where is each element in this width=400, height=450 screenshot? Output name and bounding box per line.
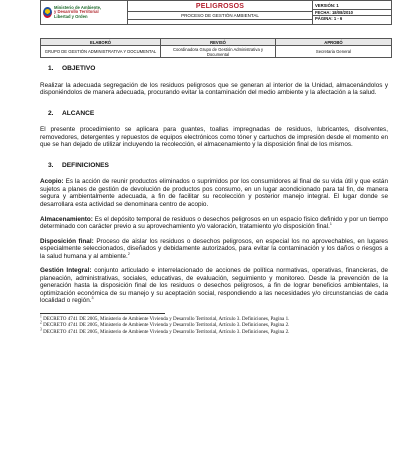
section-text-alcance: El presente procedimiento se aplicara para guantes, toallas impregnadas de residuos, lubricantes, disolventes, removedores, detergentes y repuestos de equipos electrónicos como tóner y cartuchos de impresión desde el momento en que se han dejado de utilizar incluyendo la recolección, el almacenamiento y la disposición final de los mismos.: [40, 126, 388, 149]
coat-of-arms-icon: [43, 7, 52, 18]
footnote-ref: 3: [91, 296, 94, 301]
version-label: VERSIÓN: 1: [313, 3, 391, 10]
logo-cell: [41, 1, 128, 25]
definition-term: Acopio:: [40, 178, 64, 186]
document-header: [40, 0, 392, 25]
definition-disposicion-final: [40, 238, 388, 261]
approval-header-reviso: REVISÓ: [161, 39, 276, 46]
footnote-divider: [40, 313, 165, 314]
document-meta: [313, 1, 392, 25]
footnote-ref: 1: [329, 222, 332, 226]
date-label: FECHA: 18/08/2010: [313, 10, 391, 17]
definition-text: Proceso de aislar los residuos o desechos peligrosos, en especial los no aprovechables, en lugares especialmente seleccionados, diseñados y debidamente autorizados, para evitar la contaminación y los daños o riesgos a la salud humana y al ambiente.: [40, 237, 389, 260]
section-text-objetivo: Realizar la adecuada segregación de los residuos peligrosos que se generan al interior de la Unidad, almacenándolos y disponiéndolos de manera adecuada, procurando evitar la contaminación del medio ambiente y la afectación a la salud.: [40, 81, 388, 97]
definition-term: Gestión Integral:: [40, 267, 92, 275]
definition-term: Almacenamiento:: [40, 215, 93, 223]
approval-value-aprobo: Secretaria General: [276, 46, 392, 58]
section-heading-definiciones: 3. DEFINICIONES: [48, 161, 109, 169]
approval-value-elaboro: GRUPO DE GESTIÓN ADMINISTRATIVA Y DOCUMENTAL: [41, 46, 161, 58]
ministry-logo: [43, 5, 125, 21]
section-heading-objetivo: 1. OBJETIVO: [48, 65, 96, 72]
footnote: $^1$ DECRETO 4741 DE 2005, Ministerio de Ambiente Vivienda y Desarrollo Territorial, Artículo 3. Definiciones, Pagina 1.: [40, 314, 290, 323]
logo-line-3: Libertad y Orden: [54, 13, 88, 19]
definition-text: Es el depósito temporal de residuos o desechos peligrosos en un espacio físico definido y por un tiempo determinado con carácter previo a su aprovechamiento y/o valoración, tratamiento y/o disposición final.: [40, 215, 388, 231]
page-label: PÁGINA: 1 - 6: [315, 16, 343, 22]
approval-table: [40, 38, 392, 58]
footnote-ref: 2: [127, 251, 130, 256]
approval-header-elaboro: ELABORÓ: [41, 39, 161, 46]
approval-value-reviso: Coordinadora Grupo de Gestión Administrativa y Documental: [161, 46, 276, 58]
definition-term: Disposición final:: [40, 237, 94, 245]
document-body: [40, 58, 388, 335]
approval-header-aprobo: APROBÓ: [276, 39, 392, 46]
definition-gestion-integral: [40, 267, 388, 305]
document-title: PELIGROSOS: [128, 1, 313, 12]
definition-almacenamiento: [40, 216, 388, 231]
footnote: $^2$ DECRETO 4741 DE 2005, Ministerio de Ambiente Vivienda y Desarrollo Territorial, Artículo 3. Definiciones, Pagina 2.: [40, 320, 290, 329]
section-heading-alcance: 2. ALCANCE: [48, 109, 95, 117]
definition-text: conjunto articulado e interrelacionado de acciones de política normativas, operativas, financieras, de planeación, administrativas, sociales, educativas, de evaluación, seguimiento y monitoreo. Desde la prevención de la generación hasta la disposición final de los residuos o desechos peligrosos, a fin de lograr beneficios ambientales, la optimización económica de su manejo y su aceptación social, respondiendo a las necesidades y/o circunstancias de cada localidad o región.: [40, 267, 389, 305]
definition-text: Es la acción de reunir productos eliminados o suprimidos por los consumidores al final de su vida útil y que están sujetos a planes de gestión de devolución de productos pos consumo, en un lugar acondicionado para tal fin, de manera segura y ambientalmente adecuada, a fin de facilitar su recolección y posterior manejo integral. El lugar donde se desarrollara esta actividad se denominara centro de acopio.: [40, 178, 388, 209]
definition-acopio: [40, 178, 388, 208]
logo-line-2: y Desarrollo Territorial: [54, 9, 99, 15]
process-subtitle: PROCESO DE GESTIÓN AMBIENTAL: [128, 12, 313, 20]
logo-line-1: Ministerio de Ambiente,: [54, 4, 102, 10]
footnote: $^3$ DECRETO 4741 DE 2005, Ministerio de Ambiente Vivienda y Desarrollo Territorial, Artículo 3. Definiciones, Pagina 2.: [40, 326, 290, 335]
